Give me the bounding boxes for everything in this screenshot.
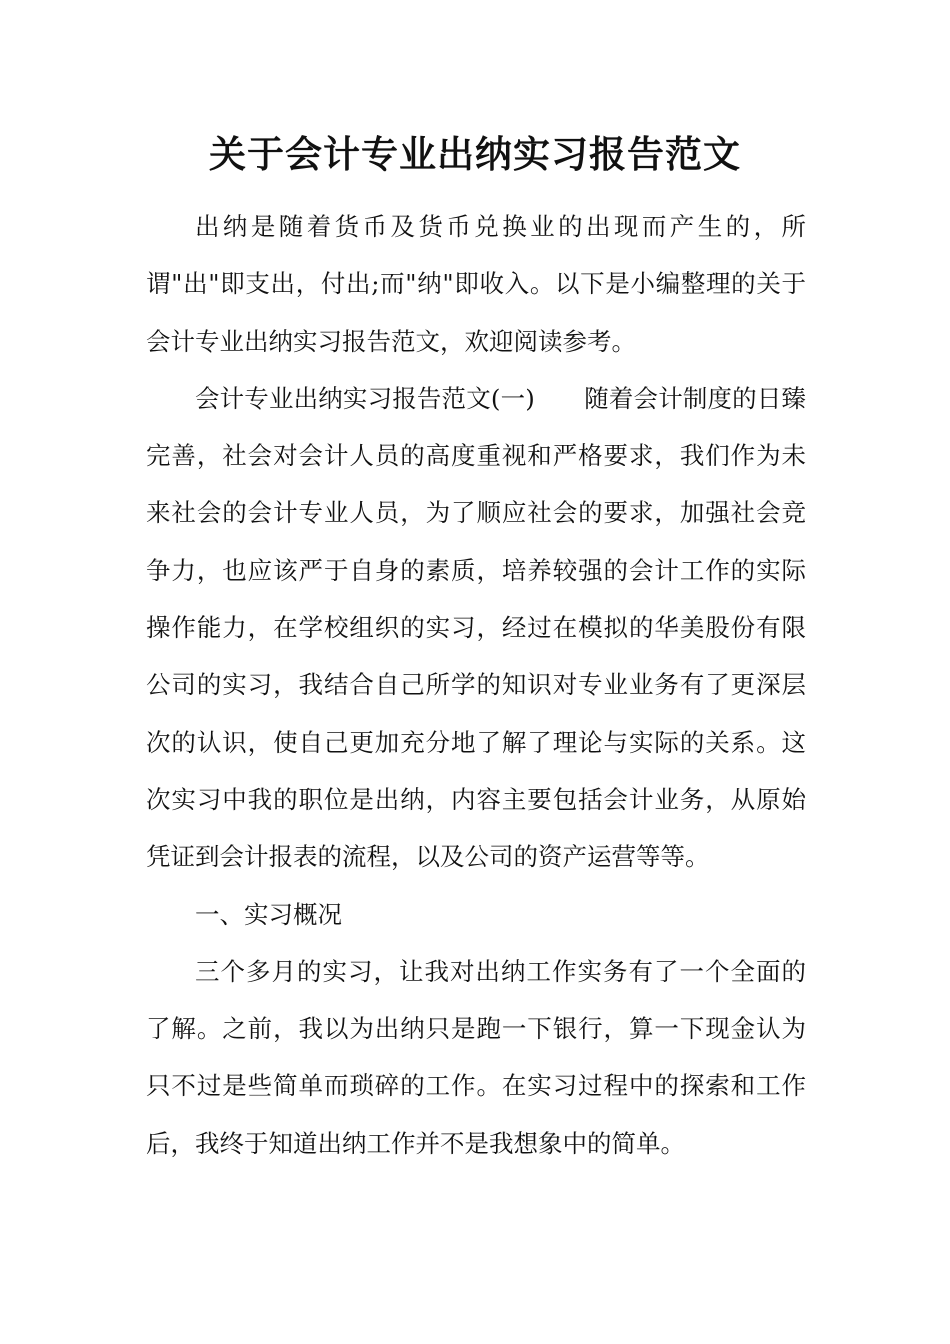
paragraph-overview: 三个多月的实习，让我对出纳工作实务有了一个全面的了解。之前，我以为出纳只是跑一下银行，算一下现金认为只不过是些简单而琐碎的工作。在实习过程中的探索和工作后，我终于知道出纳工作并不是我想象中的简单。 [146,956,806,1158]
section-heading-overview: 一、实习概况 [195,899,342,929]
document-title: 关于会计专业出纳实习报告范文 [209,132,741,176]
paragraph-intro: 出纳是随着货币及货币兑换业的出现而产生的，所谓"出"即支出，付出;而"纳"即收入。以下是小编整理的关于会计专业出纳实习报告范文，欢迎阅读参考。 [146,212,806,356]
paragraph-report-one: 会计专业出纳实习报告范文(一) 随着会计制度的日臻完善，社会对会计人员的高度重视和严格要求，我们作为未来社会的会计专业人员，为了顺应社会的要求，加强社会竞争力，也应该严于自身的素质，培养较强的会计工作的实际操作能力，在学校组织的实习，经过在模拟的华美股份有限公司的实习，我结合自己所学的知识对专业业务有了更深层次的认识，使自己更加充分地了解了理论与实际的关系。这次实习中我的职位是出纳，内容主要包括会计业务，从原始凭证到会计报表的流程，以及公司的资产运营等等。 [146,383,806,872]
document-body [146,198,806,1172]
